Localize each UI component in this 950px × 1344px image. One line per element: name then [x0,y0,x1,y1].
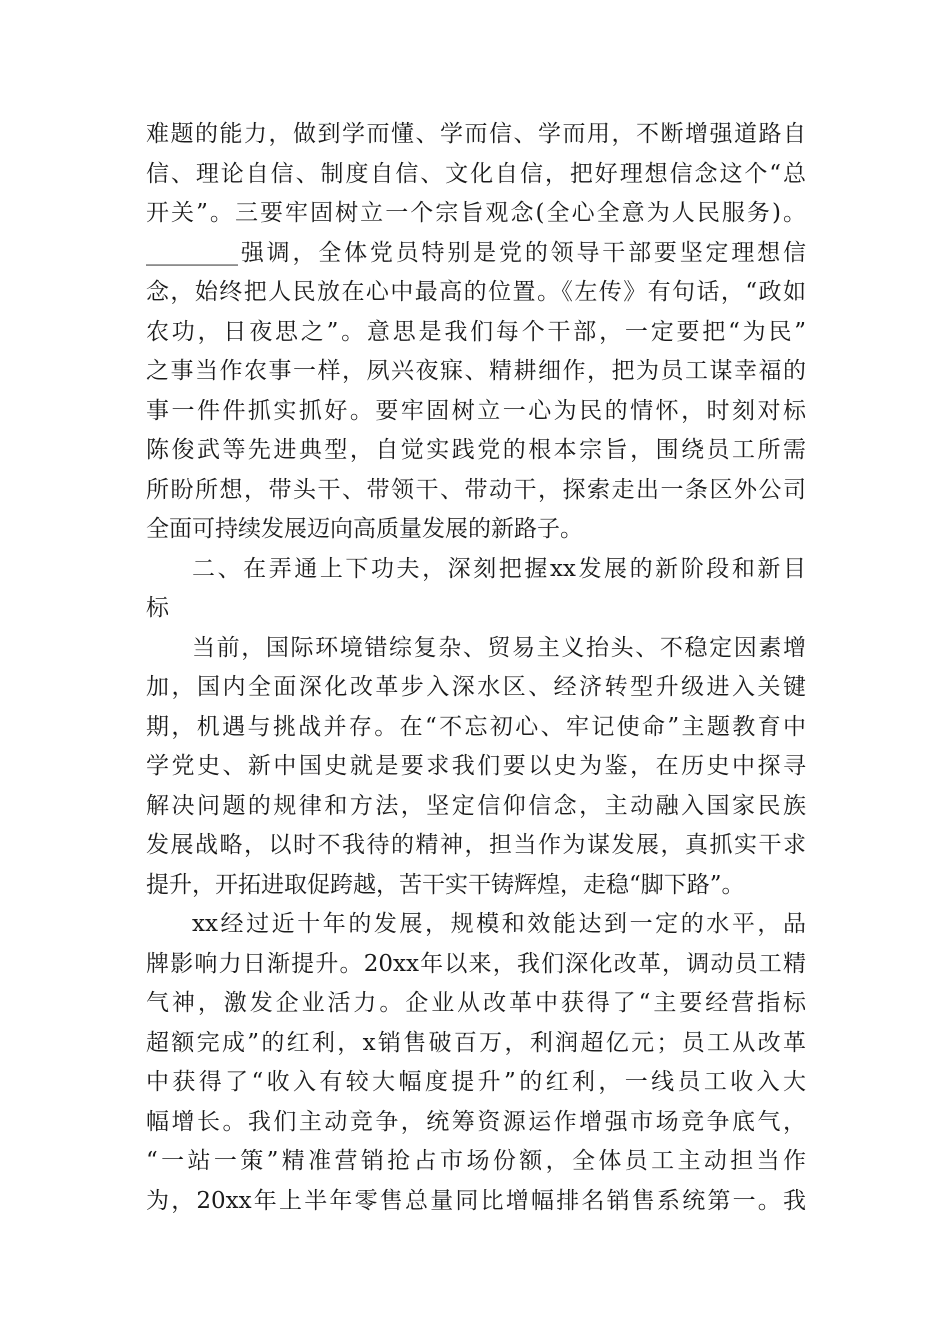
text-line: 事一件件抓实抓好。要牢固树立一心为民的情怀，时刻对标 [146,397,806,424]
text-line: 牌影响力日渐提升。20xx年以来，我们深化改革，调动员工精 [146,950,806,977]
text-line: 学党史、新中国史就是要求我们要以史为鉴，在历史中探寻 [146,753,806,779]
text-line: 加，国内全面深化改革步入深水区、经济转型升级进入关键 [146,674,806,700]
text-line: 难题的能力，做到学而懂、学而信、学而用，不断增强道路自 [146,121,806,147]
text-line: 陈俊武等先进典型，自觉实践党的根本宗旨，围绕员工所需 [146,437,806,463]
text-line: 之事当作农事一样，夙兴夜寐、精耕细作，把为员工谋幸福的 [146,358,806,384]
text-line: 二、在弄通上下功夫，深刻把握xx发展的新阶段和新目 [192,555,806,582]
text-line: ________强调，全体党员特别是党的领导干部要坚定理想信 [146,239,806,266]
text-line: 提升，开拓进取促跨越，苦干实干铸辉煌，走稳“脚下路”。 [146,871,745,898]
text-line: 气神，激发企业活力。企业从改革中获得了“主要经营指标 [146,990,806,1016]
text-line: 幅增长。我们主动竞争，统筹资源运作增强市场竞争底气， [146,1108,806,1135]
text-line: 为，20xx年上半年零售总量同比增幅排名销售系统第一。我 [146,1187,806,1214]
text-line: 开关”。三要牢固树立一个宗旨观念(全心全意为人民服务)。 [146,200,806,226]
text-line: xx经过近十年的发展，规模和效能达到一定的水平，品 [192,911,806,937]
text-line: 农功，日夜思之”。意思是我们每个干部，一定要把“为民” [146,318,806,345]
text-line: 所盼所想，带头干、带领干、带动干，探索走出一条区外公司 [146,476,806,503]
text-line: 发展战略，以时不我待的精神，担当作为谋发展，真抓实干求 [146,832,806,858]
text-line: 期，机遇与挑战并存。在“不忘初心、牢记使命”主题教育中 [146,713,806,740]
document-body [146,115,806,1221]
text-line: 全面可持续发展迈向高质量发展的新路子。 [146,516,583,542]
text-line: 当前，国际环境错综复杂、贸易主义抬头、不稳定因素增 [192,634,806,661]
text-line: 信、理论自信、制度自信、文化自信，把好理想信念这个“总 [146,160,806,187]
text-line: 标 [146,595,169,621]
text-line: 中获得了“收入有较大幅度提升”的红利，一线员工收入大 [146,1069,806,1095]
text-line: 念，始终把人民放在心中最高的位置。《左传》有句话，“政如 [146,279,806,305]
text-line: 超额完成”的红利，x销售破百万，利润超亿元；员工从改革 [146,1029,806,1056]
text-line: “一站一策”精准营销抢占市场份额，全体员工主动担当作 [146,1148,806,1174]
text-line: 解决问题的规律和方法，坚定信仰信念，主动融入国家民族 [146,792,806,819]
